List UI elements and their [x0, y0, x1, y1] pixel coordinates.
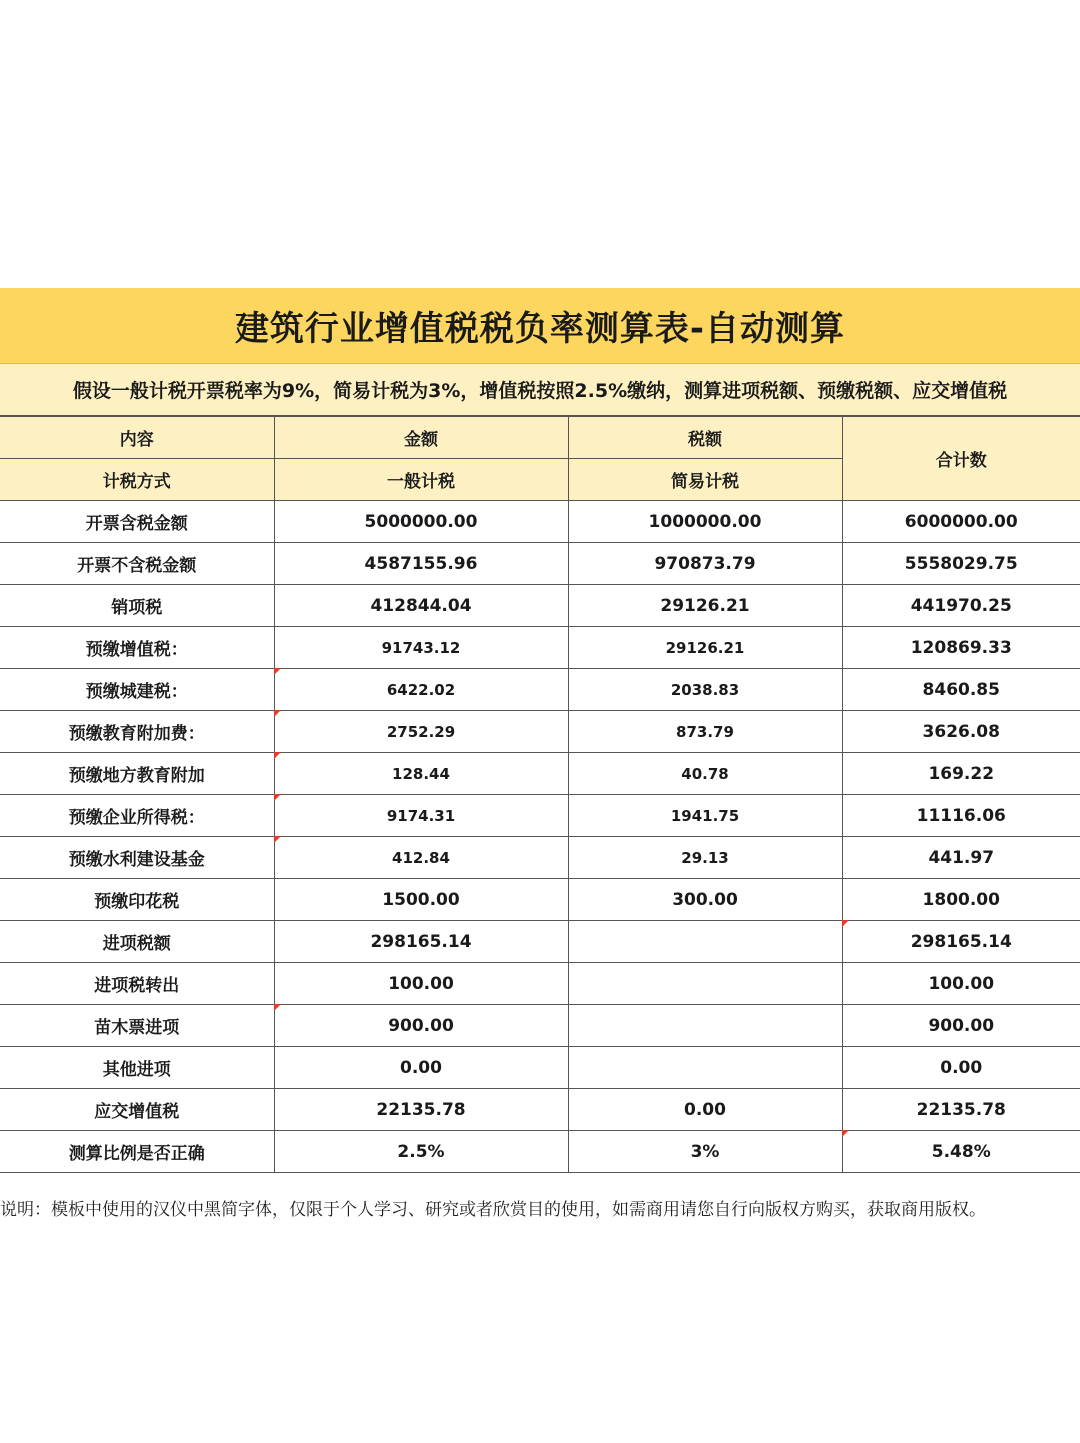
row-label[interactable]: 预缴地方教育附加 [0, 753, 274, 795]
table-row [0, 669, 1080, 711]
row-label[interactable]: 苗木票进项 [0, 1005, 274, 1047]
total-cell[interactable]: 1800.00 [842, 879, 1080, 921]
total-cell[interactable]: 298165.14 [842, 921, 1080, 963]
table-row [0, 837, 1080, 879]
total-cell[interactable]: 11116.06 [842, 795, 1080, 837]
table-row [0, 753, 1080, 795]
row-label[interactable]: 销项税 [0, 585, 274, 627]
simple-tax-cell[interactable]: 2038.83 [568, 669, 842, 711]
total-cell[interactable]: 3626.08 [842, 711, 1080, 753]
row-label[interactable]: 测算比例是否正确 [0, 1131, 274, 1173]
table-row [0, 921, 1080, 963]
table-row [0, 1005, 1080, 1047]
general-tax-cell[interactable]: 2.5% [274, 1131, 568, 1173]
general-tax-cell[interactable]: 900.00 [274, 1005, 568, 1047]
sheet-title: 建筑行业增值税税负率测算表-自动测算 [0, 288, 1080, 364]
simple-tax-cell[interactable]: 1941.75 [568, 795, 842, 837]
table-row [0, 711, 1080, 753]
general-tax-cell[interactable]: 412.84 [274, 837, 568, 879]
simple-tax-cell[interactable]: 1000000.00 [568, 501, 842, 543]
table-row [0, 963, 1080, 1005]
simple-tax-cell[interactable]: 0.00 [568, 1089, 842, 1131]
general-tax-cell[interactable]: 0.00 [274, 1047, 568, 1089]
simple-tax-cell[interactable]: 873.79 [568, 711, 842, 753]
simple-tax-cell[interactable]: 970873.79 [568, 543, 842, 585]
general-tax-cell[interactable]: 128.44 [274, 753, 568, 795]
table-row [0, 627, 1080, 669]
simple-tax-cell[interactable]: 300.00 [568, 879, 842, 921]
row-label[interactable]: 预缴增值税： [0, 627, 274, 669]
general-tax-cell[interactable]: 100.00 [274, 963, 568, 1005]
header-general-tax[interactable]: 一般计税 [274, 459, 568, 501]
total-cell[interactable]: 8460.85 [842, 669, 1080, 711]
general-tax-cell[interactable]: 22135.78 [274, 1089, 568, 1131]
row-label[interactable]: 开票含税金额 [0, 501, 274, 543]
row-label[interactable]: 预缴水利建设基金 [0, 837, 274, 879]
header-content[interactable]: 内容 [0, 417, 274, 459]
total-cell[interactable]: 169.22 [842, 753, 1080, 795]
table-row [0, 795, 1080, 837]
simple-tax-cell[interactable]: 29126.21 [568, 585, 842, 627]
header-total[interactable]: 合计数 [842, 417, 1080, 501]
total-cell[interactable]: 100.00 [842, 963, 1080, 1005]
row-label[interactable]: 应交增值税 [0, 1089, 274, 1131]
table-row [0, 1089, 1080, 1131]
general-tax-cell[interactable]: 1500.00 [274, 879, 568, 921]
total-cell[interactable]: 900.00 [842, 1005, 1080, 1047]
total-cell[interactable]: 5558029.75 [842, 543, 1080, 585]
total-cell[interactable]: 5.48% [842, 1131, 1080, 1173]
general-tax-cell[interactable]: 2752.29 [274, 711, 568, 753]
table-row [0, 543, 1080, 585]
total-cell[interactable]: 441.97 [842, 837, 1080, 879]
general-tax-cell[interactable]: 412844.04 [274, 585, 568, 627]
total-cell[interactable]: 441970.25 [842, 585, 1080, 627]
tax-table [0, 416, 1080, 1173]
header-amount[interactable]: 金额 [274, 417, 568, 459]
simple-tax-cell[interactable] [568, 1005, 842, 1047]
header-row-1 [0, 417, 1080, 459]
general-tax-cell[interactable]: 4587155.96 [274, 543, 568, 585]
font-license-note: 说明：模板中使用的汉仪中黑简字体，仅限于个人学习、研究或者欣赏目的使用，如需商用请您自行向版权方购买，获取商用版权。 [0, 1200, 986, 1220]
tax-calculation-sheet [0, 288, 1080, 1173]
general-tax-cell[interactable]: 9174.31 [274, 795, 568, 837]
row-label[interactable]: 进项税额 [0, 921, 274, 963]
table-row [0, 1047, 1080, 1089]
row-label[interactable]: 进项税转出 [0, 963, 274, 1005]
total-cell[interactable]: 6000000.00 [842, 501, 1080, 543]
total-cell[interactable]: 0.00 [842, 1047, 1080, 1089]
table-row [0, 1131, 1080, 1173]
header-simple-tax[interactable]: 简易计税 [568, 459, 842, 501]
row-label[interactable]: 预缴企业所得税： [0, 795, 274, 837]
simple-tax-cell[interactable]: 3% [568, 1131, 842, 1173]
row-label[interactable]: 开票不含税金额 [0, 543, 274, 585]
row-label[interactable]: 预缴印花税 [0, 879, 274, 921]
general-tax-cell[interactable]: 6422.02 [274, 669, 568, 711]
sheet-subtitle: 假设一般计税开票税率为9%，简易计税为3%，增值税按照2.5%缴纳，测算进项税额、预缴税额、应交增值税 [0, 364, 1080, 416]
simple-tax-cell[interactable] [568, 921, 842, 963]
general-tax-cell[interactable]: 91743.12 [274, 627, 568, 669]
total-cell[interactable]: 22135.78 [842, 1089, 1080, 1131]
row-label[interactable]: 预缴城建税： [0, 669, 274, 711]
row-label[interactable]: 预缴教育附加费： [0, 711, 274, 753]
general-tax-cell[interactable]: 5000000.00 [274, 501, 568, 543]
simple-tax-cell[interactable] [568, 963, 842, 1005]
header-tax-method[interactable]: 计税方式 [0, 459, 274, 501]
header-tax[interactable]: 税额 [568, 417, 842, 459]
table-row [0, 879, 1080, 921]
simple-tax-cell[interactable]: 29126.21 [568, 627, 842, 669]
general-tax-cell[interactable]: 298165.14 [274, 921, 568, 963]
simple-tax-cell[interactable]: 29.13 [568, 837, 842, 879]
row-label[interactable]: 其他进项 [0, 1047, 274, 1089]
total-cell[interactable]: 120869.33 [842, 627, 1080, 669]
simple-tax-cell[interactable] [568, 1047, 842, 1089]
table-row [0, 585, 1080, 627]
table-row [0, 501, 1080, 543]
simple-tax-cell[interactable]: 40.78 [568, 753, 842, 795]
